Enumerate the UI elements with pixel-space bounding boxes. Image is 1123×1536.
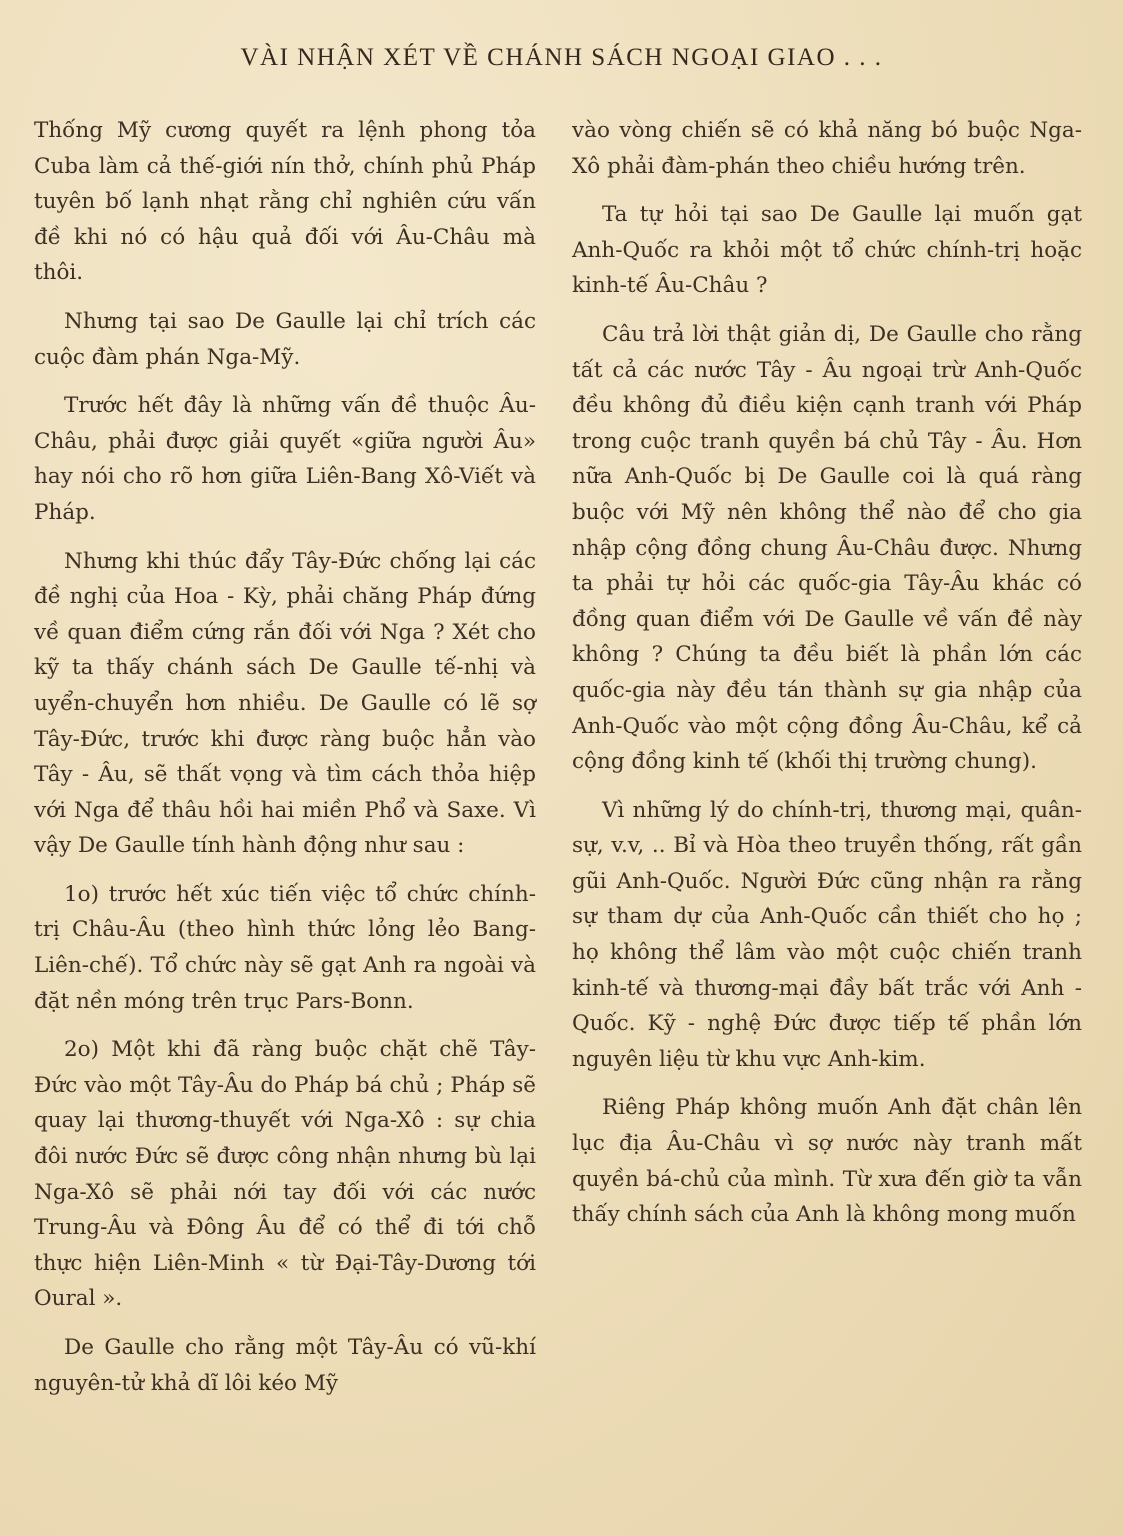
running-header: VÀI NHẬN XÉT VỀ CHÁNH SÁCH NGOẠI GIAO . . . — [240, 44, 883, 71]
paragraph-right-4: Vì những lý do chính-trị, thương mại, quân-sự, v.v, .. Bỉ và Hòa theo truyền thống, rất gần gũi Anh-Quốc. Người Đức cũng nhận ra rằng sự tham dự của Anh-Quốc cần thiết cho họ ; họ không thể lâm vào một cuộc chiến tranh kinh-tế và thương-mại đầy bất trắc với Anh - Quốc. Kỹ - nghệ Đức được tiếp tế phần lớn nguyên liệu từ khu vực Anh-kim. — [572, 797, 1082, 1072]
paragraph-left-6: 2o) Một khi đã ràng buộc chặt chẽ Tây-Đức vào một Tây-Âu do Pháp bá chủ ; Pháp sẽ quay lại thương-thuyết với Nga-Xô : sự chia đôi nước Đức sẽ được công nhận nhưng bù lại Nga-Xô sẽ phải nới tay đối với các nước Trung-Âu và Đông Âu để có thể đi tới chỗ thực hiện Liên-Minh « từ Đại-Tây-Dương tới Oural ». — [34, 1037, 536, 1312]
paragraph-left-3: Trước hết đây là những vấn đề thuộc Âu-Châu, phải được giải quyết «giữa người Âu» hay nói cho rõ hơn giữa Liên-Bang Xô-Viết và Pháp. — [34, 393, 536, 525]
paragraph-left-7: De Gaulle cho rằng một Tây-Âu có vũ-khí nguyên-tử khả dĩ lôi kéo Mỹ — [34, 1335, 536, 1396]
left-column — [34, 113, 536, 1414]
paragraph-left-4: Nhưng khi thúc đẩy Tây-Đức chống lại các đề nghị của Hoa - Kỳ, phải chăng Pháp đứng về quan điểm cứng rắn đối với Nga ? Xét cho kỹ ta thấy chánh sách De Gaulle tế-nhị và uyển-chuyển hơn nhiều. De Gaulle có lẽ sợ Tây-Đức, trước khi được ràng buộc hẳn vào Tây - Âu, sẽ thất vọng và tìm cách thỏa hiệp với Nga để thâu hồi hai miền Phổ và Saxe. Vì vậy De Gaulle tính hành động như sau : — [34, 548, 536, 859]
right-column — [572, 113, 1082, 1246]
paragraph-right-2: Ta tự hỏi tại sao De Gaulle lại muốn gạt Anh-Quốc ra khỏi một tổ chức chính-trị hoặc kinh-tế Âu-Châu ? — [572, 202, 1082, 299]
paragraph-right-1: vào vòng chiến sẽ có khả năng bó buộc Nga-Xô phải đàm-phán theo chiều hướng trên. — [572, 118, 1082, 179]
paragraph-left-2: Nhưng tại sao De Gaulle lại chỉ trích các cuộc đàm phán Nga-Mỹ. — [34, 308, 536, 370]
paragraph-right-3: Câu trả lời thật giản dị, De Gaulle cho rằng tất cả các nước Tây - Âu ngoại trừ Anh-Quốc đều không đủ điều kiện cạnh tranh với Pháp trong cuộc tranh quyền bá chủ Tây - Âu. Hơn nữa Anh-Quốc bị De Gaulle coi là quá ràng buộc với Mỹ nên không thể nào để cho gia nhập cộng đồng chung Âu-Châu được. Nhưng ta phải tự hỏi các quốc-gia Tây-Âu khác có đồng quan điểm với De Gaulle về vấn đề này không ? Chúng ta đều biết là phần lớn các quốc-gia này đều tán thành sự gia nhập của Anh-Quốc vào một cộng đồng Âu-Châu, kể cả cộng đồng kinh tế (khối thị trường chung). — [572, 321, 1082, 775]
paragraph-left-1: Thống Mỹ cương quyết ra lệnh phong tỏa Cuba làm cả thế-giới nín thở, chính phủ Pháp tuyên bố lạnh nhạt rằng chỉ nghiên cứu vấn đề khi nó có hậu quả đối với Âu-Châu mà thôi. — [34, 118, 536, 286]
paragraph-left-5: 1o) trước hết xúc tiến việc tổ chức chính-trị Châu-Âu (theo hình thức lỏng lẻo Bang-Liên-chế). Tổ chức này sẽ gạt Anh ra ngoài và đặt nền móng trên trục Pars-Bonn. — [34, 881, 536, 1014]
paragraph-right-5: Riêng Pháp không muốn Anh đặt chân lên lục địa Âu-Châu vì sợ nước này tranh mất quyền bá-chủ của mình. Từ xưa đến giờ ta vẫn thấy chính sách của Anh là không mong muốn — [572, 1095, 1082, 1228]
